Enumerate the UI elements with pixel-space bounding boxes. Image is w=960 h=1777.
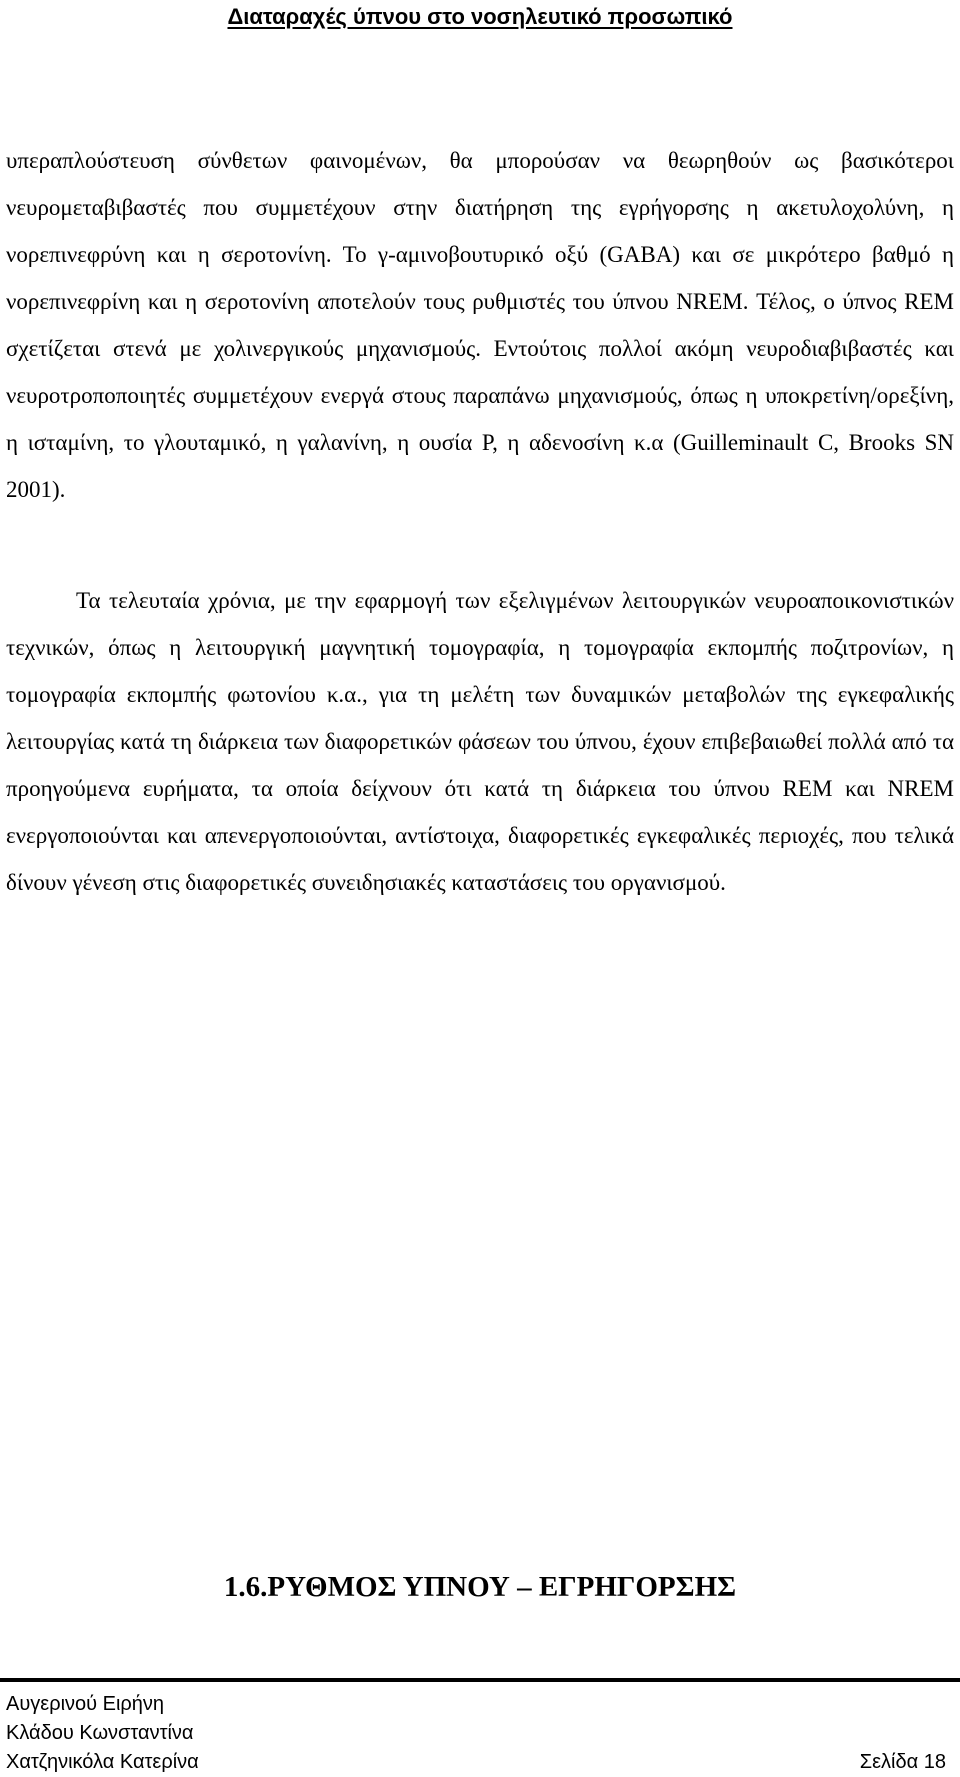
footer-author-2: Κλάδου Κωνσταντίνα (6, 1722, 194, 1744)
footer-author-1: Αυγερινού Ειρήνη (6, 1693, 165, 1715)
page-number: Σελίδα 18 (859, 1751, 946, 1773)
body-paragraph-2: Τα τελευταία χρόνια, με την εφαρμογή των εξελιγμένων λειτουργικών νευροαποικονιστικών τεχνικών, όπως η λειτουργική μαγνητική τομογραφία, η τομογραφία εκπομπής ποζιτρονίων, η τομογραφία εκπομπής φωτονίου κ.α., για τη μελέτη των δυναμικών μεταβολών της εγκεφαλικής λειτουργίας κατά τη διάρκεια των διαφορετικών φάσεων του ύπνου, έχουν επιβεβαιωθεί πολλά από τα προηγούμενα ευρήματα, τα οποία δείχνουν ότι κατά τη διάρκεια του ύπνου REM και NREM ενεργοποιούνται και απενεργοποιούνται, αντίστοιχα, διαφορετικές εγκεφαλικές περιοχές, που τελικά δίνουν γένεση στις διαφορετικές συνειδησιακές καταστάσεις του οργανισμού. (6, 588, 954, 895)
section-heading: 1.6.ΡΥΘΜΟΣ ΥΠΝΟΥ – ΕΓΡΗΓΟΡΣΗΣ (223, 1571, 737, 1603)
body-paragraph-1: υπεραπλούστευση σύνθετων φαινομένων, θα μπορούσαν να θεωρηθούν ως βασικότεροι νευρομεταβιβαστές που συμμετέχουν στην διατήρηση της εγρήγορσης η ακετυλοχολύνη, η νορεπινεφρύνη και η σεροτονίνη. Το γ-αμινοβουτυρικό οξύ (GABA) και σε μικρότερο βαθμό η νορεπινεφρίνη και η σεροτονίνη αποτελούν τους ρυθμιστές του ύπνου NREM. Τέλος, ο ύπνος REM σχετίζεται στενά με χολινεργικούς μηχανισμούς. Εντούτοις πολλοί ακόμη νευροδιαβιβαστές και νευροτροποποιητές συμμετέχουν ενεργά στους παραπάνω μηχανισμούς, όπως η υποκρετίνη/ορεξίνη, η ισταμίνη, το γλουταμικό, η γαλανίνη, η ουσία P, η αδενοσίνη κ.α (Guilleminault C, Brooks SN 2001). (6, 148, 954, 502)
footer-divider (0, 1678, 960, 1682)
footer-last-row (6, 1748, 946, 1777)
page-header-title: Διαταραχές ύπνου στο νοσηλευτικό προσωπικό (227, 4, 733, 29)
page-footer (6, 1690, 946, 1777)
footer-author-3: Χατζηνικόλα Κατερίνα (6, 1751, 199, 1773)
